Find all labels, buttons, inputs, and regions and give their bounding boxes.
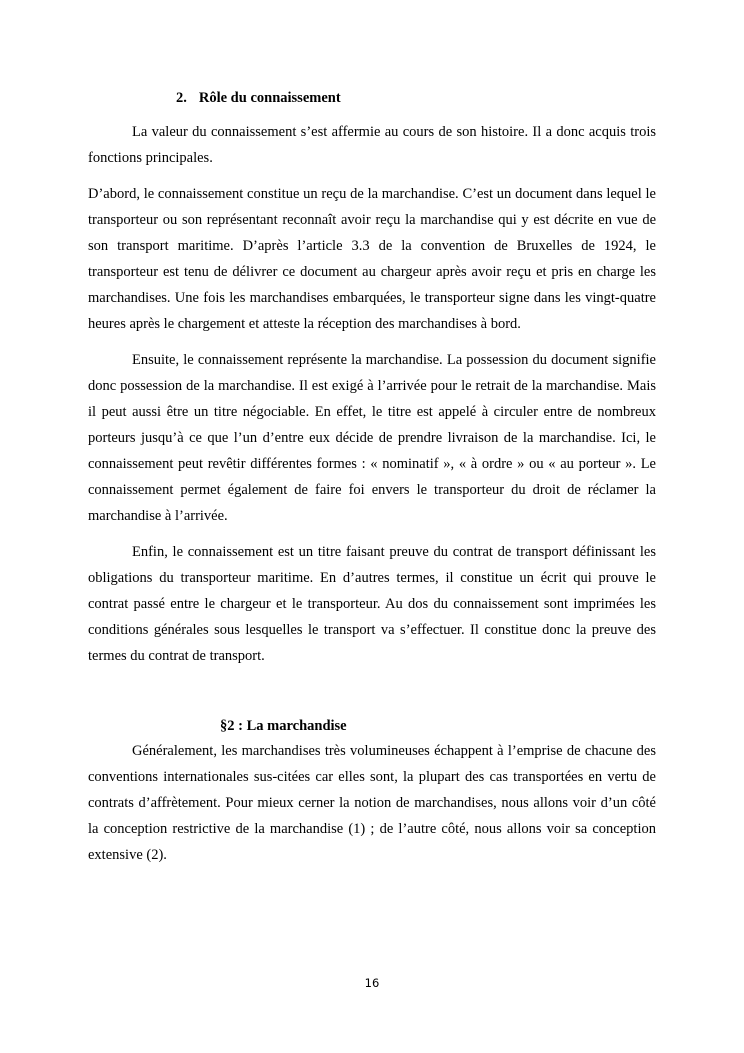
section-heading-title: Rôle du connaissement	[198, 90, 341, 106]
paragraph-intro: La valeur du connaissement s’est affermie au cours de son histoire. Il a donc acquis trois fonctions principales.	[88, 124, 656, 166]
paragraph-proof: Enfin, le connaissement est un titre faisant preuve du contrat de transport définissant les obligations du transporteur maritime. En d’autres termes, il constitue un écrit qui prouve le contrat passé entre le chargeur et le transporteur. Au dos du connaissement sont imprimées les conditions générales sous lesquelles le transport va s’effectuer. Il constitue donc la preuve des termes du contrat de transport.	[88, 544, 656, 664]
paragraph-representation: Ensuite, le connaissement représente la marchandise. La possession du document signifie donc possession de la marchandise. Il est exigé à l’arrivée pour le retrait de la marchandise. Mais il peut aussi être un titre négociable. En effet, le titre est appelé à circuler entre de nombreux porteurs jusqu’à ce que l’un d’entre eux décide de prendre livraison de la marchandise. Ici, le connaissement peut revêtir différentes formes : « nominatif », « à ordre » ou « au porteur ». Le connaissement permet également de faire foi envers le transporteur du droit de réclamer la marchandise à l’arrivée.	[88, 352, 656, 524]
subsection-heading: §2 : La marchandise	[220, 718, 347, 734]
section-heading-number: 2.	[176, 90, 187, 106]
paragraph-receipt: D’abord, le connaissement constitue un reçu de la marchandise. C’est un document dans lequel le transporteur ou son représentant reconnaît avoir reçu la marchandise qui y est décrite en vue de son transport maritime. D’après l’article 3.3 de la convention de Bruxelles de 1924, le transporteur est tenu de délivrer ce document au chargeur après avoir reçu et pris en charge les marchandises. Une fois les marchandises embarquées, le transporteur signe dans les vingt-quatre heures après le chargement et atteste la réception des marchandises à bord.	[88, 186, 656, 332]
section-heading	[176, 88, 341, 108]
page-number: 16	[364, 976, 380, 990]
paragraph-merchandise: Généralement, les marchandises très volumineuses échappent à l’emprise de chacune des conventions internationales sus-citées car elles sont, la plupart des cas transportées en vertu de contrats d’affrètement. Pour mieux cerner la notion de marchandises, nous allons voir d’un côté la conception restrictive de la marchandise (1) ; de l’autre côté, nous allons voir sa conception extensive (2).	[88, 743, 656, 863]
